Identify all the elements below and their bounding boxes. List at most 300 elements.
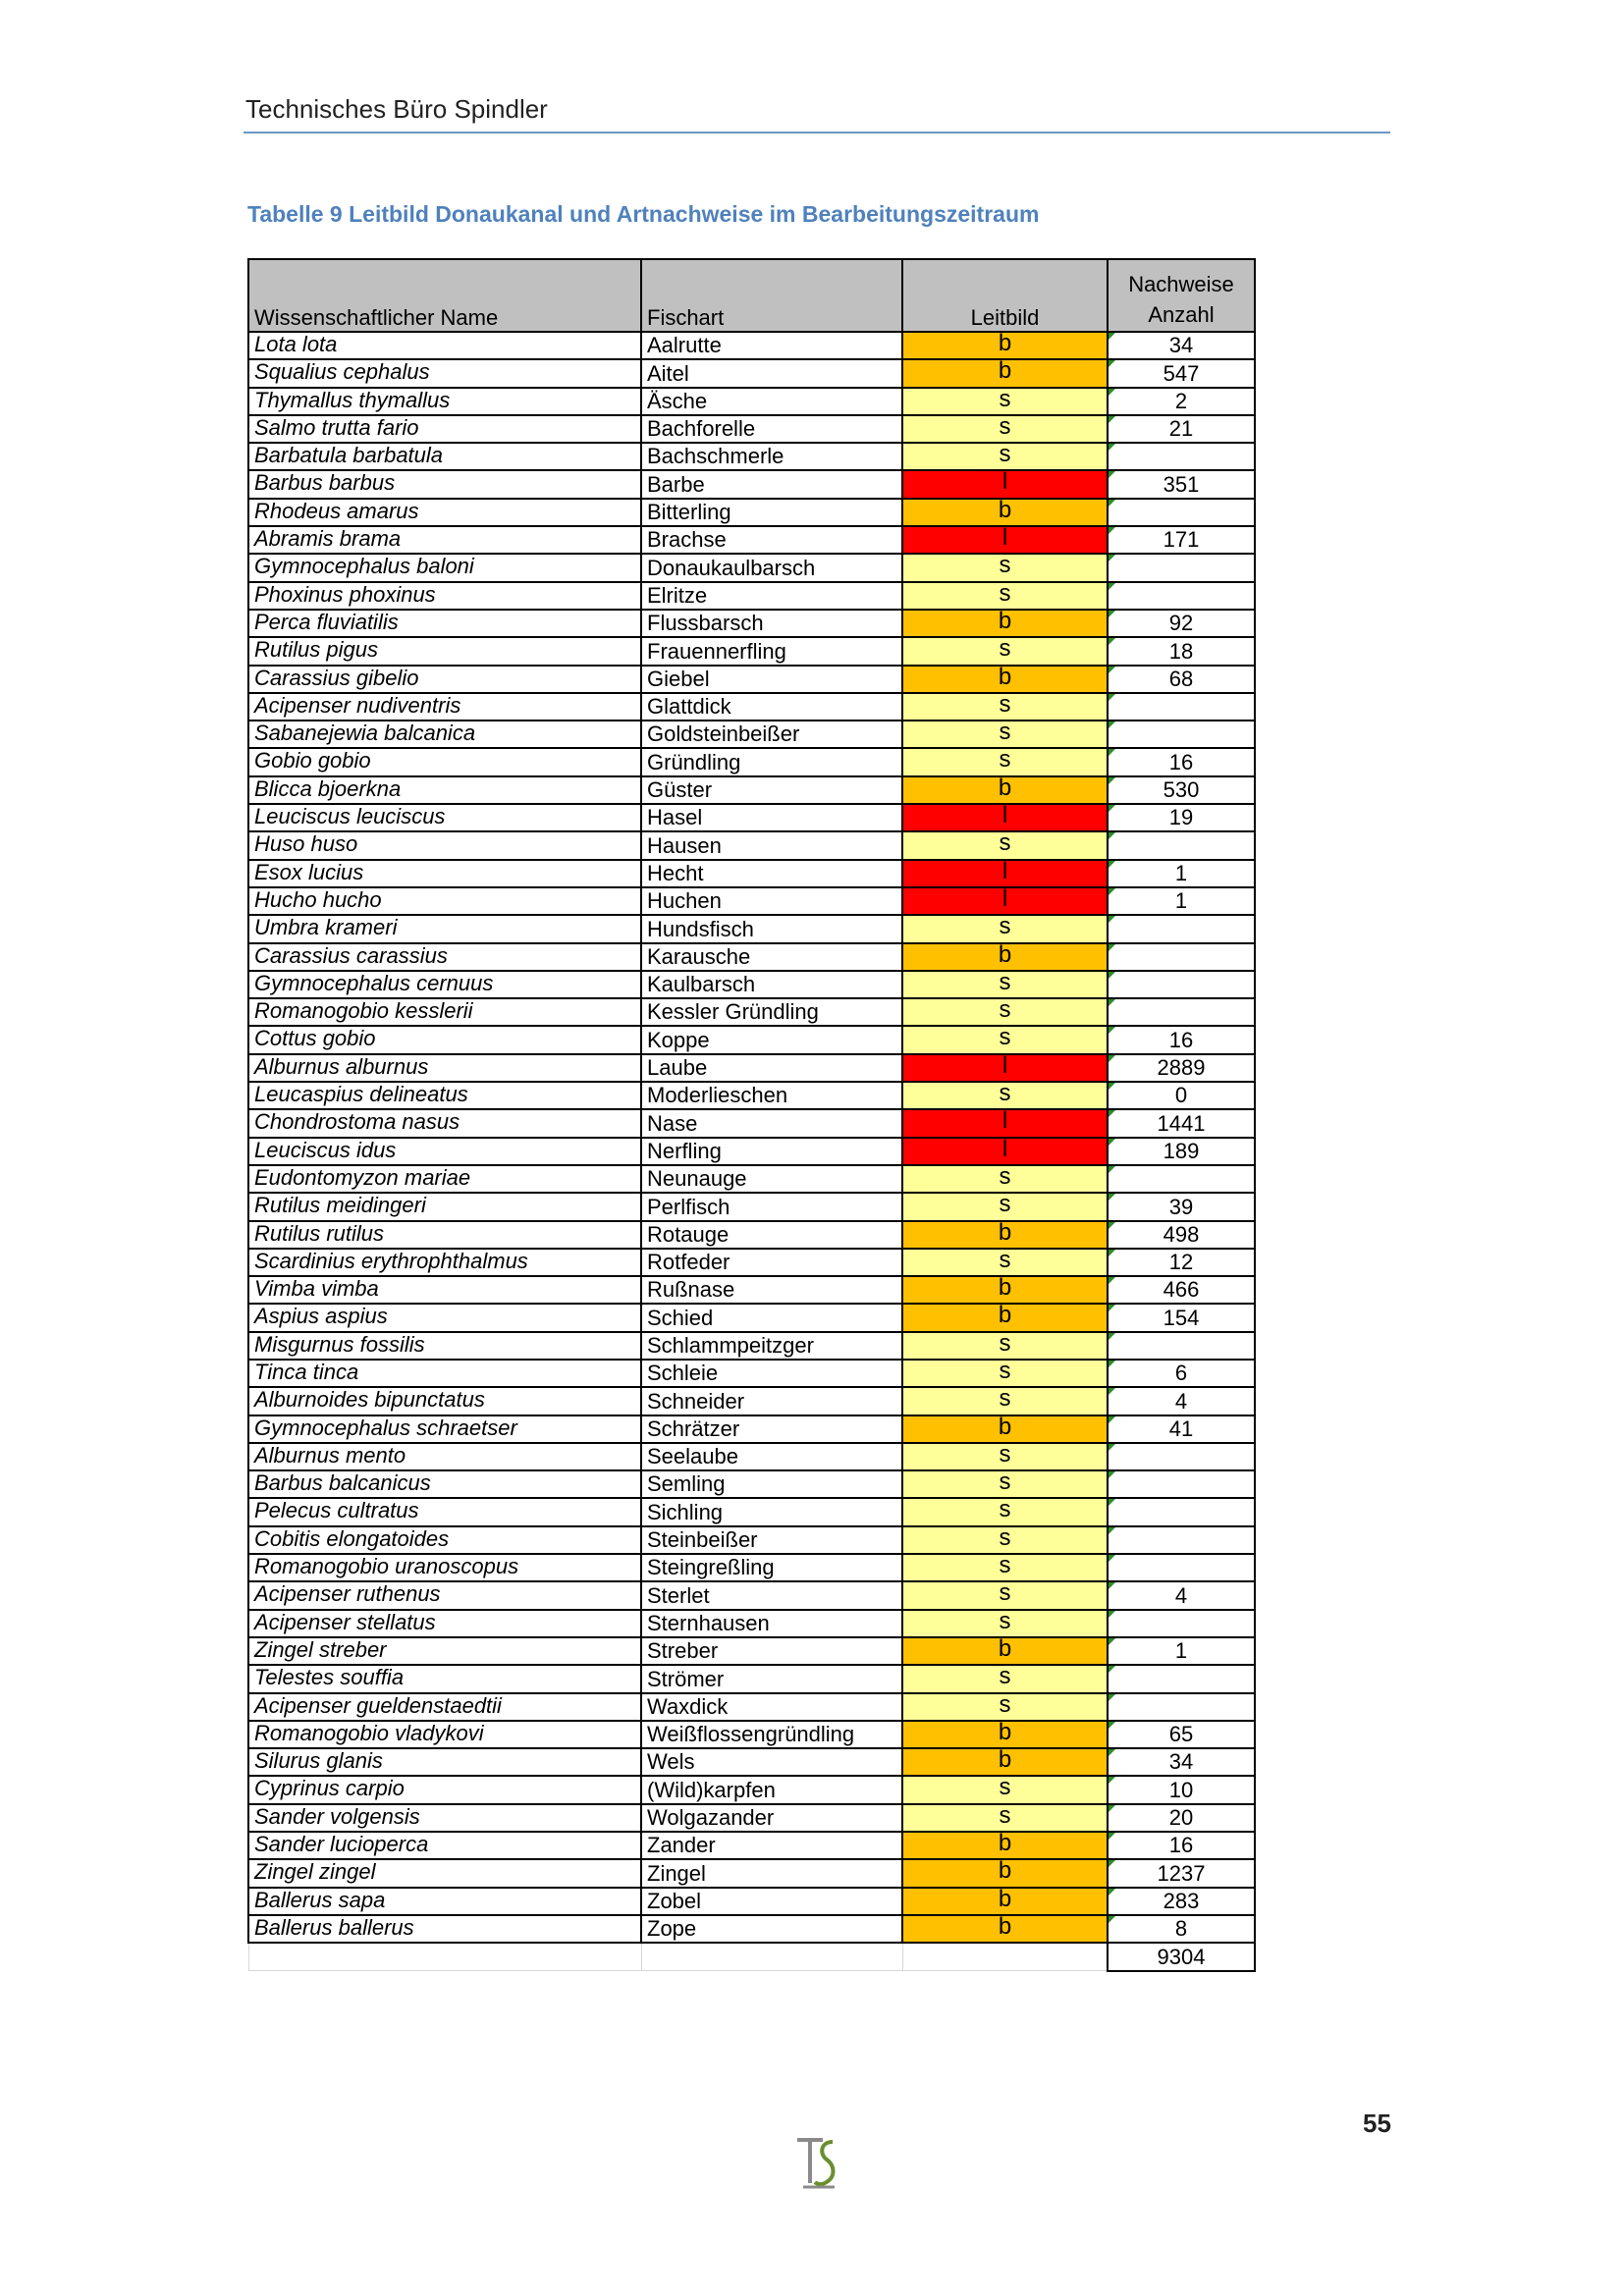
scientific-name-cell: Hucho hucho [248,887,641,915]
table-row [248,499,1255,526]
scientific-name-cell: Barbus barbus [248,470,641,498]
fischart-cell: Schied [641,1304,902,1331]
leitbild-cell: s [902,1581,1108,1609]
nachweise-anzahl-cell: 2 [1108,388,1255,415]
fischart-cell: Sterlet [641,1581,902,1609]
scientific-name-cell: Eudontomyzon mariae [248,1165,641,1193]
leitbild-cell: b [902,1888,1108,1915]
leitbild-cell: b [902,359,1108,387]
leitbild-cell: s [902,1082,1108,1109]
leitbild-cell: l [902,1109,1108,1137]
table-row [248,1776,1255,1803]
leitbild-cell: b [902,1221,1108,1249]
fischart-cell: Rußnase [641,1276,902,1304]
fischart-cell: Huchen [641,887,902,915]
fischart-cell: Schneider [641,1387,902,1415]
scientific-name-cell: Phoxinus phoxinus [248,582,641,610]
table-row [248,1276,1255,1304]
scientific-name-cell: Esox lucius [248,860,641,887]
nachweise-anzahl-cell: 0 [1108,1082,1255,1109]
leitbild-cell: b [902,943,1108,971]
table-row [248,1888,1255,1915]
fischart-cell: Schrätzer [641,1415,902,1443]
leitbild-cell: b [902,610,1108,637]
fischart-cell: Bachforelle [641,415,902,443]
table-row [248,526,1255,554]
table-row [248,1665,1255,1692]
leitbild-cell: s [902,1665,1108,1692]
nachweise-anzahl-cell: 1 [1108,1637,1255,1665]
scientific-name-cell: Zingel streber [248,1637,641,1665]
total-empty-cell [248,1943,641,1970]
fischart-cell: Weißflossengründling [641,1721,902,1748]
nachweise-anzahl-cell: 2889 [1108,1054,1255,1082]
scientific-name-cell: Acipenser gueldenstaedtii [248,1693,641,1721]
table-row [248,1693,1255,1721]
fischart-cell: Steingreßling [641,1554,902,1581]
table-row [248,1193,1255,1220]
fischart-cell: Giebel [641,666,902,693]
leitbild-cell: s [902,1360,1108,1387]
fischart-cell: Zander [641,1832,902,1859]
leitbild-cell: b [902,1832,1108,1859]
table-row [248,1415,1255,1443]
table-row [248,1054,1255,1082]
fischart-cell: Aalrutte [641,332,902,359]
scientific-name-cell: Carassius gibelio [248,666,641,693]
scientific-name-cell: Scardinius erythrophthalmus [248,1249,641,1276]
leitbild-cell: s [902,748,1108,775]
table-row [248,610,1255,637]
fischart-cell: Neunauge [641,1165,902,1193]
nachweise-anzahl-cell [1108,582,1255,610]
nachweise-anzahl-cell [1108,971,1255,998]
ts-logo-icon [793,2134,844,2191]
fischart-cell: Bitterling [641,499,902,526]
leitbild-cell: s [902,1443,1108,1470]
fischart-cell: Güster [641,776,902,804]
scientific-name-cell: Zingel zingel [248,1859,641,1887]
table-row [248,887,1255,915]
fischart-cell: Nerfling [641,1138,902,1165]
nachweise-anzahl-cell [1108,943,1255,971]
table-row [248,332,1255,359]
table-row [248,1721,1255,1748]
scientific-name-cell: Rhodeus amarus [248,499,641,526]
scientific-name-cell: Barbus balcanicus [248,1470,641,1498]
leitbild-cell: b [902,1637,1108,1665]
leitbild-cell: s [902,1610,1108,1637]
scientific-name-cell: Squalius cephalus [248,359,641,387]
header-rule [243,132,1390,133]
leitbild-cell: l [902,1138,1108,1165]
leitbild-cell: s [902,1526,1108,1554]
fischart-cell: Gründling [641,748,902,775]
scientific-name-cell: Umbra krameri [248,915,641,942]
column-header-anzahl: Anzahl [1148,302,1215,327]
leitbild-cell: s [902,582,1108,610]
fischart-cell: Moderlieschen [641,1082,902,1109]
leitbild-cell: s [902,1193,1108,1220]
fischart-cell: Hausen [641,831,902,859]
leitbild-cell: s [902,831,1108,859]
table-row [248,1387,1255,1415]
scientific-name-cell: Pelecus cultratus [248,1498,641,1525]
leitbild-cell: s [902,443,1108,470]
nachweise-anzahl-cell: 1 [1108,887,1255,915]
fischart-cell: Zingel [641,1859,902,1887]
table-row [248,470,1255,498]
nachweise-anzahl-cell: 498 [1108,1221,1255,1249]
fischart-cell: Elritze [641,582,902,610]
table-row [248,1637,1255,1665]
scientific-name-cell: Leuciscus leuciscus [248,804,641,831]
fischart-cell: Koppe [641,1026,902,1053]
leitbild-cell: s [902,693,1108,721]
nachweise-anzahl-cell: 351 [1108,470,1255,498]
table-row [248,1470,1255,1498]
nachweise-anzahl-cell [1108,1526,1255,1554]
leitbild-cell: b [902,1415,1108,1443]
scientific-name-cell: Perca fluviatilis [248,610,641,637]
table-row [248,1332,1255,1360]
nachweise-anzahl-cell: 39 [1108,1193,1255,1220]
scientific-name-cell: Romanogobio kesslerii [248,998,641,1026]
fischart-cell: Nase [641,1109,902,1137]
nachweise-anzahl-cell: 4 [1108,1581,1255,1609]
scientific-name-cell: Sander lucioperca [248,1832,641,1859]
scientific-name-cell: Leucaspius delineatus [248,1082,641,1109]
scientific-name-cell: Leuciscus idus [248,1138,641,1165]
nachweise-anzahl-cell: 547 [1108,359,1255,387]
table-row [248,1443,1255,1470]
leitbild-cell: s [902,388,1108,415]
fischart-cell: Donaukaulbarsch [641,554,902,581]
fischart-cell: Kaulbarsch [641,971,902,998]
nachweise-anzahl-cell [1108,998,1255,1026]
nachweise-anzahl-cell [1108,1665,1255,1692]
nachweise-anzahl-cell: 34 [1108,1748,1255,1776]
fischart-cell: Schleie [641,1360,902,1387]
leitbild-cell: s [902,637,1108,665]
scientific-name-cell: Alburnoides bipunctatus [248,1387,641,1415]
scientific-name-cell: Misgurnus fossilis [248,1332,641,1360]
table-header-row [248,259,1255,332]
leitbild-cell: s [902,998,1108,1026]
table-row [248,1748,1255,1776]
table-row [248,1026,1255,1053]
fischart-cell: Sichling [641,1498,902,1525]
nachweise-anzahl-cell: 12 [1108,1249,1255,1276]
fischart-cell: Steinbeißer [641,1526,902,1554]
table-row [248,1581,1255,1609]
table-row [248,693,1255,721]
fish-table [247,258,1256,1972]
scientific-name-cell: Gobio gobio [248,748,641,775]
column-header-nachweise-anzahl [1108,259,1255,332]
fischart-cell: Streber [641,1637,902,1665]
scientific-name-cell: Ballerus sapa [248,1888,641,1915]
table-row [248,1221,1255,1249]
table-row [248,804,1255,831]
table-row [248,1249,1255,1276]
fischart-cell: Rotfeder [641,1249,902,1276]
scientific-name-cell: Chondrostoma nasus [248,1109,641,1137]
nachweise-anzahl-cell [1108,1332,1255,1360]
page-number: 55 [1363,2109,1391,2138]
nachweise-anzahl-cell [1108,721,1255,748]
column-header-nachweise: Nachweise [1128,272,1234,296]
fischart-cell: Äsche [641,388,902,415]
nachweise-anzahl-cell: 10 [1108,1776,1255,1803]
fischart-cell: Zobel [641,1888,902,1915]
leitbild-cell: l [902,887,1108,915]
nachweise-anzahl-cell: 530 [1108,776,1255,804]
nachweise-anzahl-cell: 34 [1108,332,1255,359]
scientific-name-cell: Cottus gobio [248,1026,641,1053]
table-row [248,831,1255,859]
nachweise-anzahl-cell: 19 [1108,804,1255,831]
table-row [248,721,1255,748]
table-row [248,1526,1255,1554]
fischart-cell: Laube [641,1054,902,1082]
nachweise-anzahl-cell [1108,1554,1255,1581]
nachweise-anzahl-cell: 65 [1108,1721,1255,1748]
column-header-leitbild: Leitbild [902,259,1108,332]
fischart-cell: Aitel [641,359,902,387]
header-title: Technisches Büro Spindler [245,94,548,124]
scientific-name-cell: Huso huso [248,831,641,859]
leitbild-cell: b [902,776,1108,804]
fischart-cell: Waxdick [641,1693,902,1721]
scientific-name-cell: Cyprinus carpio [248,1776,641,1803]
nachweise-anzahl-cell [1108,693,1255,721]
scientific-name-cell: Gymnocephalus schraetser [248,1415,641,1443]
leitbild-cell: s [902,415,1108,443]
table-row [248,443,1255,470]
nachweise-anzahl-cell: 16 [1108,1832,1255,1859]
table-row [248,943,1255,971]
leitbild-cell: b [902,1721,1108,1748]
nachweise-anzahl-cell [1108,915,1255,942]
nachweise-anzahl-cell: 92 [1108,610,1255,637]
fischart-cell: Hecht [641,860,902,887]
total-row [248,1943,1255,1970]
scientific-name-cell: Romanogobio vladykovi [248,1721,641,1748]
leitbild-cell: l [902,526,1108,554]
fischart-cell: Brachse [641,526,902,554]
fischart-cell: (Wild)karpfen [641,1776,902,1803]
table-row [248,915,1255,942]
table-row [248,998,1255,1026]
fischart-cell: Zope [641,1915,902,1943]
table-row [248,1360,1255,1387]
scientific-name-cell: Gymnocephalus baloni [248,554,641,581]
table-row [248,666,1255,693]
fischart-cell: Sternhausen [641,1610,902,1637]
table-row [248,776,1255,804]
leitbild-cell: s [902,1470,1108,1498]
scientific-name-cell: Rutilus pigus [248,637,641,665]
leitbild-cell: s [902,1332,1108,1360]
nachweise-anzahl-cell: 41 [1108,1415,1255,1443]
scientific-name-cell: Alburnus alburnus [248,1054,641,1082]
nachweise-anzahl-cell [1108,443,1255,470]
nachweise-anzahl-cell [1108,1470,1255,1498]
fischart-cell: Wolgazander [641,1804,902,1832]
nachweise-anzahl-cell [1108,1165,1255,1193]
scientific-name-cell: Vimba vimba [248,1276,641,1304]
scientific-name-cell: Sabanejewia balcanica [248,721,641,748]
leitbild-cell: s [902,1387,1108,1415]
nachweise-anzahl-cell [1108,1498,1255,1525]
scientific-name-cell: Romanogobio uranoscopus [248,1554,641,1581]
nachweise-anzahl-cell: 18 [1108,637,1255,665]
scientific-name-cell: Thymallus thymallus [248,388,641,415]
leitbild-cell: l [902,804,1108,831]
nachweise-anzahl-cell: 171 [1108,526,1255,554]
fischart-cell: Wels [641,1748,902,1776]
table-row [248,1832,1255,1859]
nachweise-anzahl-cell: 20 [1108,1804,1255,1832]
table-row [248,1498,1255,1525]
table-caption: Tabelle 9 Leitbild Donaukanal und Artnachweise im Bearbeitungszeitraum [247,201,1040,227]
fischart-cell: Bachschmerle [641,443,902,470]
table-row [248,1109,1255,1137]
table-row [248,1554,1255,1581]
table-row [248,1859,1255,1887]
nachweise-anzahl-cell: 466 [1108,1276,1255,1304]
nachweise-anzahl-cell: 4 [1108,1387,1255,1415]
leitbild-cell: s [902,1249,1108,1276]
nachweise-anzahl-cell: 21 [1108,415,1255,443]
table-row [248,582,1255,610]
table-row [248,748,1255,775]
table-row [248,1610,1255,1637]
table-row [248,1165,1255,1193]
total-count: 9304 [1108,1943,1255,1970]
nachweise-anzahl-cell: 154 [1108,1304,1255,1331]
nachweise-anzahl-cell [1108,1693,1255,1721]
nachweise-anzahl-cell: 283 [1108,1888,1255,1915]
nachweise-anzahl-cell: 1 [1108,860,1255,887]
nachweise-anzahl-cell: 8 [1108,1915,1255,1943]
scientific-name-cell: Sander volgensis [248,1804,641,1832]
leitbild-cell: l [902,1054,1108,1082]
scientific-name-cell: Abramis brama [248,526,641,554]
fischart-cell: Schlammpeitzger [641,1332,902,1360]
table-row [248,971,1255,998]
scientific-name-cell: Salmo trutta fario [248,415,641,443]
fischart-cell: Karausche [641,943,902,971]
fischart-cell: Strömer [641,1665,902,1692]
leitbild-cell: s [902,1804,1108,1832]
table-row [248,1915,1255,1943]
fischart-cell: Flussbarsch [641,610,902,637]
leitbild-cell: s [902,1776,1108,1803]
nachweise-anzahl-cell: 1441 [1108,1109,1255,1137]
fischart-cell: Kessler Gründling [641,998,902,1026]
leitbild-cell: s [902,1165,1108,1193]
leitbild-cell: s [902,915,1108,942]
leitbild-cell: b [902,1915,1108,1943]
nachweise-anzahl-cell: 6 [1108,1360,1255,1387]
nachweise-anzahl-cell: 68 [1108,666,1255,693]
fischart-cell: Barbe [641,470,902,498]
leitbild-cell: s [902,971,1108,998]
table-row [248,1804,1255,1832]
scientific-name-cell: Gymnocephalus cernuus [248,971,641,998]
leitbild-cell: b [902,332,1108,359]
nachweise-anzahl-cell [1108,554,1255,581]
total-empty-cell [641,1943,902,1970]
scientific-name-cell: Silurus glanis [248,1748,641,1776]
table-row [248,1304,1255,1331]
scientific-name-cell: Ballerus ballerus [248,1915,641,1943]
leitbild-cell: s [902,1554,1108,1581]
leitbild-cell: l [902,470,1108,498]
scientific-name-cell: Rutilus meidingeri [248,1193,641,1220]
fischart-cell: Semling [641,1470,902,1498]
leitbild-cell: s [902,1498,1108,1525]
leitbild-cell: b [902,1304,1108,1331]
nachweise-anzahl-cell: 1237 [1108,1859,1255,1887]
scientific-name-cell: Carassius carassius [248,943,641,971]
leitbild-cell: b [902,1748,1108,1776]
table-row [248,637,1255,665]
fischart-cell: Goldsteinbeißer [641,721,902,748]
leitbild-cell: s [902,1693,1108,1721]
nachweise-anzahl-cell: 189 [1108,1138,1255,1165]
scientific-name-cell: Acipenser nudiventris [248,693,641,721]
nachweise-anzahl-cell [1108,499,1255,526]
scientific-name-cell: Acipenser stellatus [248,1610,641,1637]
scientific-name-cell: Cobitis elongatoides [248,1526,641,1554]
fischart-cell: Hundsfisch [641,915,902,942]
table-row [248,1138,1255,1165]
table-body [248,332,1255,1943]
scientific-name-cell: Lota lota [248,332,641,359]
table-row [248,359,1255,387]
scientific-name-cell: Aspius aspius [248,1304,641,1331]
leitbild-cell: b [902,1276,1108,1304]
fischart-cell: Hasel [641,804,902,831]
leitbild-cell: s [902,554,1108,581]
scientific-name-cell: Rutilus rutilus [248,1221,641,1249]
scientific-name-cell: Alburnus mento [248,1443,641,1470]
nachweise-anzahl-cell: 16 [1108,1026,1255,1053]
scientific-name-cell: Tinca tinca [248,1360,641,1387]
leitbild-cell: b [902,666,1108,693]
table-row [248,860,1255,887]
scientific-name-cell: Barbatula barbatula [248,443,641,470]
leitbild-cell: l [902,860,1108,887]
nachweise-anzahl-cell: 16 [1108,748,1255,775]
fischart-cell: Glattdick [641,693,902,721]
table-row [248,554,1255,581]
leitbild-cell: s [902,1026,1108,1053]
table-row [248,415,1255,443]
fischart-cell: Frauennerfling [641,637,902,665]
nachweise-anzahl-cell [1108,1610,1255,1637]
total-empty-cell [902,1943,1108,1970]
leitbild-cell: b [902,1859,1108,1887]
column-header-scientific-name: Wissenschaftlicher Name [248,259,641,332]
nachweise-anzahl-cell [1108,831,1255,859]
fischart-cell: Seelaube [641,1443,902,1470]
scientific-name-cell: Blicca bjoerkna [248,776,641,804]
column-header-fischart: Fischart [641,259,902,332]
